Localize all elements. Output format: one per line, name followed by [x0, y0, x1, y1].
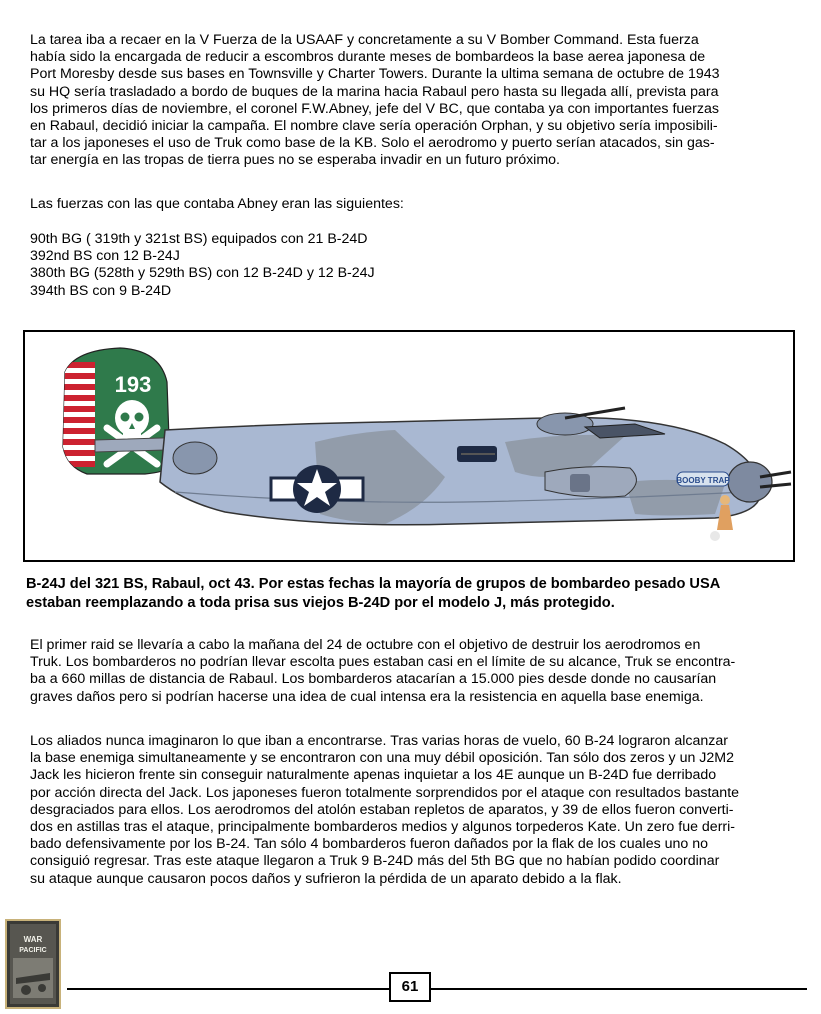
text-line: dos en astillas tras el ataque, principalmente bombarderos medios y algunos torpederos Kate. Un zero fue derri- [30, 819, 736, 836]
text-line: graves daños pero si podrían hacerse una idea de cual intensa era la resistencia en aquella base enemiga. [30, 688, 704, 705]
text-line: los primeros días de noviembre, el coronel F.W.Abney, jefe del V BC, que contaba ya con importantes fuerzas [30, 100, 719, 117]
nose-turret [728, 462, 791, 502]
figure-caption [26, 575, 806, 612]
b24-profile-drawing [25, 332, 793, 560]
text-line: Truk. Los bombarderos no podrían llevar escolta pues estaban casi en el límite de su alcance, Truk se encontra- [30, 654, 736, 671]
forces-item: 392nd BS con 12 B-24J [30, 248, 180, 265]
text-line: consiguió regresar. Tras este ataque llegaron a Truk 9 B-24D más del 5th BG que no habían podido coordinar [30, 853, 720, 870]
text-line: desgraciados para ellos. Los aerodromos del atolón estaban repletos de aparatos, y 39 de ellos fueron converti- [30, 801, 734, 818]
forces-item: 380th BG (528th y 529th BS) con 12 B-24D y 12 B-24J [30, 265, 375, 282]
forces-intro: Las fuerzas con las que contaba Abney eran las siguientes: [30, 196, 404, 212]
forces-list [30, 231, 790, 300]
caption-line: B-24J del 321 BS, Rabaul, oct 43. Por estas fechas la mayoría de grupos de bombardeo pesado USA [26, 576, 721, 592]
text-line: su ataque aunque causaron pocos daños y sufrieron la pérdida de un aparato debido a la flak. [30, 870, 622, 887]
tail-stripes [55, 362, 95, 467]
dvd-title-line1: WAR [23, 935, 43, 944]
forces-item: 394th BS con 9 B-24D [30, 282, 172, 299]
tail-number: 193 [114, 372, 152, 397]
page-number: 61 [389, 972, 431, 1002]
text-line: Port Moresby desde sus bases en Townsville y Charter Towers. Durante la ultima semana de octubre de 1943 [30, 66, 720, 83]
first-raid-paragraph [30, 637, 790, 706]
forces-item: 90th BG ( 319th y 321st BS) equipados con 21 B-24D [30, 231, 368, 247]
aircraft-illustration [23, 330, 795, 562]
text-line: su HQ sería trasladado a bordo de buques de la marina hacia Rabaul pero hasta su llegada allí, prevista para [30, 83, 719, 100]
tail-turret [173, 442, 217, 474]
dvd-cover-image [4, 918, 62, 1010]
text-line: había sido la encargada de reducir a escombros durante meses de bombardeos la base aerea japonesa de [30, 49, 706, 66]
nose-art-label: BOOBY TRAP [676, 476, 730, 485]
text-line: la base enemiga simultaneamente y se encontraron con una muy débil oposición. Tan sólo dos zeros y un J2M2 [30, 750, 735, 767]
text-line: bado defensivamente por los B-24. Tan sólo 4 bombarderos fueron dañados por la flak de los cuales uno no [30, 836, 709, 853]
engine-nacelle [545, 467, 636, 497]
text-line: La tarea iba a recaer en la V Fuerza de la USAAF y concretamente a su V Bomber Command. Esta fuerza [30, 32, 699, 48]
caption-line: estaban reemplazando a toda prisa sus viejos B-24D por el modelo J, más protegido. [26, 594, 615, 611]
text-line: en Rabaul, decidió iniciar la campaña. El nombre clave sería operación Orphan, y su objetivo sería imposibili- [30, 118, 718, 135]
text-line: tar energía en las tropas de tierra pues no se esperaba invadir en un futuro próximo. [30, 152, 560, 169]
footer-rule [67, 988, 807, 990]
waist-gun-window [457, 446, 497, 462]
text-line: tar a los japoneses el uso de Truk como base de la KB. Solo el aerodromo y puerto serían atacados, sin gas- [30, 135, 715, 152]
dvd-title-line2: PACIFIC [19, 947, 47, 954]
text-line: por acción directa del Jack. Los japoneses fueron totalmente sorprendidos por el ataque con resultados bastante [30, 784, 740, 801]
text-line: El primer raid se llevaría a cabo la mañana del 24 de octubre con el objetivo de destruir los aerodromos en [30, 637, 701, 653]
text-line: ba a 660 millas de distancia de Rabaul. Los bombarderos atacarían a 15.000 pies desde donde no causarían [30, 671, 717, 688]
raid-outcome-paragraph [30, 733, 790, 888]
text-line: Jack les hicieron frente sin conseguir naturalmente apenas inquietar a los 4E aunque un B-24D fue derribado [30, 767, 717, 784]
text-line: Los aliados nunca imaginaron lo que iban a encontrarse. Tras varias horas de vuelo, 60 B-24 lograron alcanzar [30, 733, 728, 749]
intro-paragraph [30, 32, 790, 170]
